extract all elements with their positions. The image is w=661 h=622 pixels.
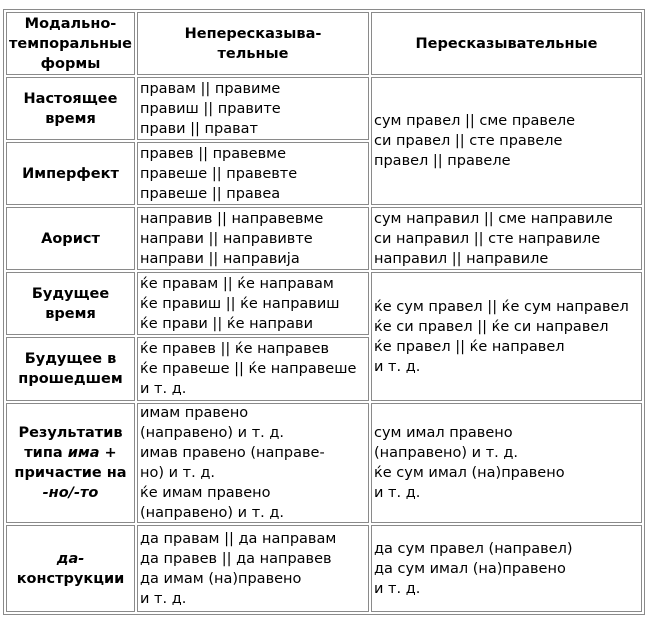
present-non-renarrative [137,77,369,140]
cell-line: ќе сум имал (на)правено [374,465,565,481]
present-imperfect-renarrative [371,77,642,205]
row-label-resultative [6,403,135,523]
cell-line: ќе правев || ќе направев [140,341,330,357]
cell-line: ќе си правел || ќе си направел [374,318,609,335]
cell-line: сум правел || сме правеле [374,113,576,129]
cell-line: правиш || правите [140,100,281,117]
cell-line: прошедшем [18,371,123,387]
cell-line: формы [40,55,101,72]
cell-line: (направено) и т. д. [140,505,285,521]
cell-line: Имперфект [22,165,119,182]
cell-line: и т. д. [140,590,187,607]
cell-line: си правел || сте правеле [374,133,563,149]
future-non-renarrative [137,272,369,335]
cell-line: имав правено (направе- [140,445,325,461]
cell-line: и т. д. [374,358,421,375]
cell-line: имам правено [140,405,249,421]
cell-line: и т. д. [374,485,421,501]
cell-line: Настоящее [23,90,118,107]
cell-line: Непересказыва- [184,25,322,42]
cell-line: сум направил || сме направиле [374,210,613,227]
cell-line: ќе имам правено [140,485,271,501]
cell-line: прави || прават [140,120,258,137]
cell-line: правам || правиме [140,80,281,97]
da-non-renarrative [137,525,369,612]
cell-line: правеше || правеа [140,185,281,202]
header-renarrative [371,12,642,75]
cell-line: да сум правел (направел) [374,540,573,557]
cell-line: направил || направиле [374,250,549,267]
resultative-label-line2: типа има + [24,445,117,461]
cell-line: Модально- [24,15,117,32]
da-renarrative [371,525,642,612]
cell-line: да сум имал (на)правено [374,560,566,577]
resultative-renarrative [371,403,642,523]
cell-line: время [45,110,96,127]
cell-line: и т. д. [140,381,187,397]
row-label-da-constructions [6,525,135,612]
cell-line: и т. д. [374,580,421,597]
cell-line: (направено) и т. д. [140,425,285,441]
cell-line: правел || правеле [374,153,511,169]
cell-line: тельные [217,45,289,62]
cell-line: да правам || да направам [140,530,337,547]
resultative-non-renarrative [137,403,369,523]
row-label-future-in-past [6,337,135,401]
resultative-label-line3: причастие на [14,465,127,481]
cell-line: направи || направивте [140,230,313,247]
future-in-past-non-renarrative [137,337,369,401]
cell-line: си направил || сте направиле [374,230,601,247]
resultative-label-line1: Результатив [18,425,123,441]
cell-line: но) и т. д. [140,465,215,481]
aorist-non-renarrative [137,207,369,270]
cell-line: правеше || правевте [140,165,298,182]
cell-line: Будущее [31,285,110,302]
cell-line: Будущее в [24,351,117,367]
imperfect-non-renarrative [137,142,369,205]
cell-line: темпоральные [9,35,132,52]
cell-line: Аорист [41,230,100,247]
header-forms [6,12,135,75]
cell-line: ќе правам || ќе направам [140,275,334,292]
row-label-future [6,272,135,335]
cell-line: ќе правиш || ќе направиш [140,295,340,312]
header-non-renarrative [137,12,369,75]
cell-line: направив || направевме [140,210,324,227]
cell-line: ќе правеше || ќе направеше [140,361,357,377]
da-label-line2: конструкции [16,570,125,587]
da-label-line1: да- [56,550,85,567]
resultative-label-line4: -но/-то [42,485,99,501]
cell-line: да имам (на)правено [140,570,302,587]
cell-line: (направено) и т. д. [374,445,519,461]
cell-line: направи || направија [140,250,300,267]
row-label-imperfect [6,142,135,205]
future-renarrative [371,272,642,401]
cell-line: Пересказывательные [415,35,598,52]
cell-line: ќе правел || ќе направел [374,338,565,355]
cell-line: ќе сум правел || ќе сум направел [374,298,629,315]
row-label-aorist [6,207,135,270]
cell-line: да правев || да направев [140,550,332,567]
cell-line: время [45,305,96,322]
cell-line: ќе прави || ќе направи [140,315,314,332]
aorist-renarrative [371,207,642,270]
cell-line: сум имал правено [374,425,513,441]
cell-line: правев || правевме [140,145,287,162]
row-label-present [6,77,135,140]
